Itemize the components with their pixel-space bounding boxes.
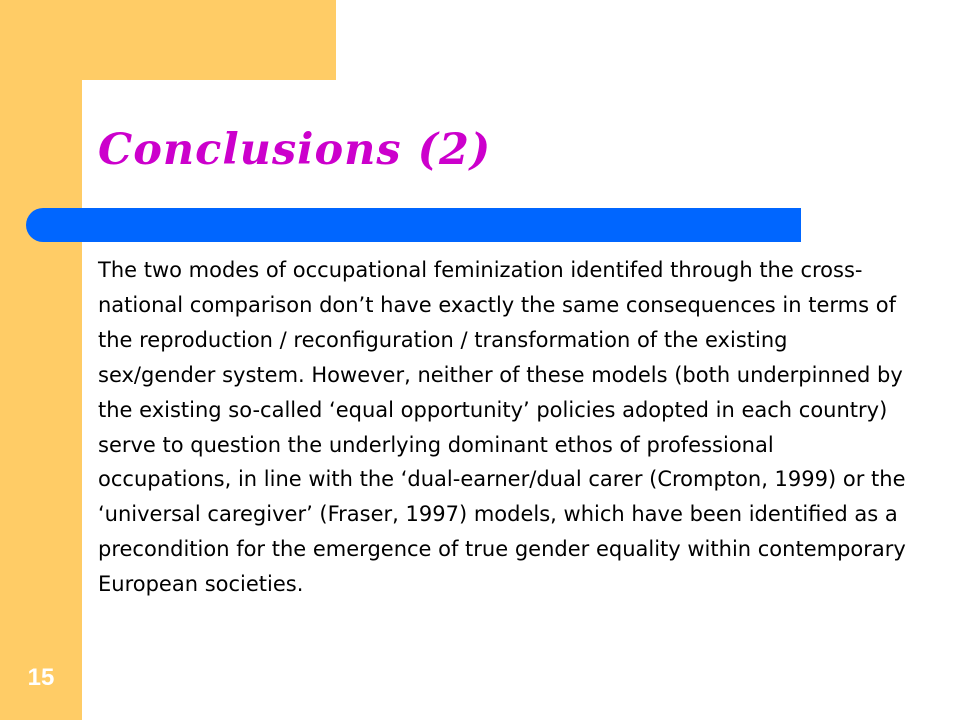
title-underline-bar [26,208,801,242]
slide-title: Conclusions (2) [98,125,492,175]
top-accent-band [0,0,336,80]
left-accent-band [0,0,82,720]
slide-number: 15 [27,664,55,691]
slide-body-text: The two modes of occupational feminization identifed through the cross-national comparison don’t have exactly the same consequences in terms of the reproduction / reconfiguration / transformation of the existing sex/gender system. However, neither of these models (both underpinned by the existing so-called ‘equal opportunity’ policies adopted in each country) serve to question the underlying dominant ethos of professional occupations, in line with the ‘dual-earner/dual carer (Crompton, 1999) or the ‘universal caregiver’ (Fraser, 1997) models, which have been identified as a precondition for the emergence of true gender equality within contemporary European societies. [98,258,906,597]
